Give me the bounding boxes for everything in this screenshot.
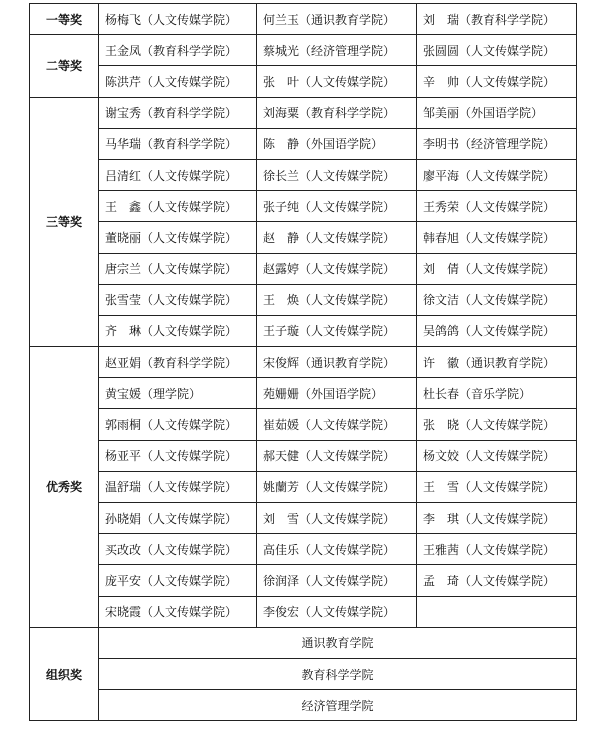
winner-cell: 张子纯（人文传媒学院）	[257, 191, 417, 222]
winner-cell: 王 鑫（人文传媒学院）	[99, 191, 257, 222]
winner-cell: 孙晓娟（人文传媒学院）	[99, 503, 257, 534]
winner-cell: 廖平海（人文传媒学院）	[417, 159, 577, 190]
winner-cell: 张 叶（人文传媒学院）	[257, 66, 417, 97]
table-row	[30, 66, 577, 97]
winner-cell: 董晓丽（人文传媒学院）	[99, 222, 257, 253]
table-row	[30, 627, 577, 658]
awards-table-body	[30, 4, 577, 721]
winner-cell: 赵亚娟（教育科学学院）	[99, 347, 257, 378]
winner-cell: 王秀荣（人文传媒学院）	[417, 191, 577, 222]
winner-cell	[417, 596, 577, 627]
winner-cell: 孟 琦（人文传媒学院）	[417, 565, 577, 596]
table-row	[30, 409, 577, 440]
winner-cell: 刘 瑞（教育科学学院）	[417, 4, 577, 35]
table-row	[30, 222, 577, 253]
winner-cell: 宋俊辉（通识教育学院）	[257, 347, 417, 378]
winner-cell: 张雪莹（人文传媒学院）	[99, 284, 257, 315]
winner-cell: 许 徽（通识教育学院）	[417, 347, 577, 378]
winner-cell: 吴鸽鸽（人文传媒学院）	[417, 315, 577, 346]
table-row	[30, 253, 577, 284]
table-row	[30, 191, 577, 222]
winner-cell: 张圆圆（人文传媒学院）	[417, 35, 577, 66]
winner-cell: 张 晓（人文传媒学院）	[417, 409, 577, 440]
winner-cell: 刘 雪（人文传媒学院）	[257, 503, 417, 534]
category-third-prize: 三等奖	[30, 97, 99, 347]
category-organization-award: 组织奖	[30, 627, 99, 721]
winner-cell: 徐文洁（人文传媒学院）	[417, 284, 577, 315]
winner-cell: 郭雨桐（人文传媒学院）	[99, 409, 257, 440]
category-first-prize: 一等奖	[30, 4, 99, 35]
table-row	[30, 378, 577, 409]
awards-table	[29, 3, 577, 721]
winner-cell: 黄宝媛（理学院）	[99, 378, 257, 409]
table-row	[30, 159, 577, 190]
organization-cell: 经济管理学院	[99, 690, 577, 721]
table-row	[30, 471, 577, 502]
winner-cell: 徐润泽（人文传媒学院）	[257, 565, 417, 596]
table-row	[30, 315, 577, 346]
winner-cell: 陈 静（外国语学院）	[257, 128, 417, 159]
category-excellence-award: 优秀奖	[30, 347, 99, 628]
winner-cell: 王 雪（人文传媒学院）	[417, 471, 577, 502]
winner-cell: 齐 琳（人文传媒学院）	[99, 315, 257, 346]
winner-cell: 马华瑞（教育科学学院）	[99, 128, 257, 159]
table-row	[30, 658, 577, 689]
winner-cell: 赵露婷（人文传媒学院）	[257, 253, 417, 284]
winner-cell: 唐宗兰（人文传媒学院）	[99, 253, 257, 284]
winner-cell: 徐长兰（人文传媒学院）	[257, 159, 417, 190]
winner-cell: 崔茹媛（人文传媒学院）	[257, 409, 417, 440]
organization-cell: 教育科学学院	[99, 658, 577, 689]
winner-cell: 李明书（经济管理学院）	[417, 128, 577, 159]
category-second-prize: 二等奖	[30, 35, 99, 97]
winner-cell: 杨梅飞（人文传媒学院）	[99, 4, 257, 35]
winner-cell: 韩春旭（人文传媒学院）	[417, 222, 577, 253]
winner-cell: 谢宝秀（教育科学学院）	[99, 97, 257, 128]
table-row	[30, 534, 577, 565]
winner-cell: 姚蘭芳（人文传媒学院）	[257, 471, 417, 502]
winner-cell: 高佳乐（人文传媒学院）	[257, 534, 417, 565]
table-row	[30, 97, 577, 128]
winner-cell: 刘海粟（教育科学学院）	[257, 97, 417, 128]
winner-cell: 王金凤（教育科学学院）	[99, 35, 257, 66]
winner-cell: 王 焕（人文传媒学院）	[257, 284, 417, 315]
table-row	[30, 440, 577, 471]
winner-cell: 赵 静（人文传媒学院）	[257, 222, 417, 253]
winner-cell: 郝天健（人文传媒学院）	[257, 440, 417, 471]
table-row	[30, 596, 577, 627]
winner-cell: 温舒瑞（人文传媒学院）	[99, 471, 257, 502]
table-row	[30, 565, 577, 596]
organization-cell: 通识教育学院	[99, 627, 577, 658]
winner-cell: 辛 帅（人文传媒学院）	[417, 66, 577, 97]
winner-cell: 何兰玉（通识教育学院）	[257, 4, 417, 35]
table-row	[30, 690, 577, 721]
table-row	[30, 128, 577, 159]
winner-cell: 王雅茜（人文传媒学院）	[417, 534, 577, 565]
winner-cell: 邹美丽（外国语学院）	[417, 97, 577, 128]
winner-cell: 王子璇（人文传媒学院）	[257, 315, 417, 346]
table-row	[30, 284, 577, 315]
winner-cell: 刘 倩（人文传媒学院）	[417, 253, 577, 284]
winner-cell: 杜长春（音乐学院）	[417, 378, 577, 409]
winner-cell: 宋晓霞（人文传媒学院）	[99, 596, 257, 627]
winner-cell: 陈洪芹（人文传媒学院）	[99, 66, 257, 97]
winner-cell: 蔡城光（经济管理学院）	[257, 35, 417, 66]
winner-cell: 买改改（人文传媒学院）	[99, 534, 257, 565]
winner-cell: 李 琪（人文传媒学院）	[417, 503, 577, 534]
table-row	[30, 503, 577, 534]
winner-cell: 庞平安（人文传媒学院）	[99, 565, 257, 596]
winner-cell: 吕清红（人文传媒学院）	[99, 159, 257, 190]
winner-cell: 苑姗姗（外国语学院）	[257, 378, 417, 409]
winner-cell: 杨亚平（人文传媒学院）	[99, 440, 257, 471]
winner-cell: 李俊宏（人文传媒学院）	[257, 596, 417, 627]
winner-cell: 杨文姣（人文传媒学院）	[417, 440, 577, 471]
table-row	[30, 347, 577, 378]
table-row	[30, 4, 577, 35]
table-row	[30, 35, 577, 66]
